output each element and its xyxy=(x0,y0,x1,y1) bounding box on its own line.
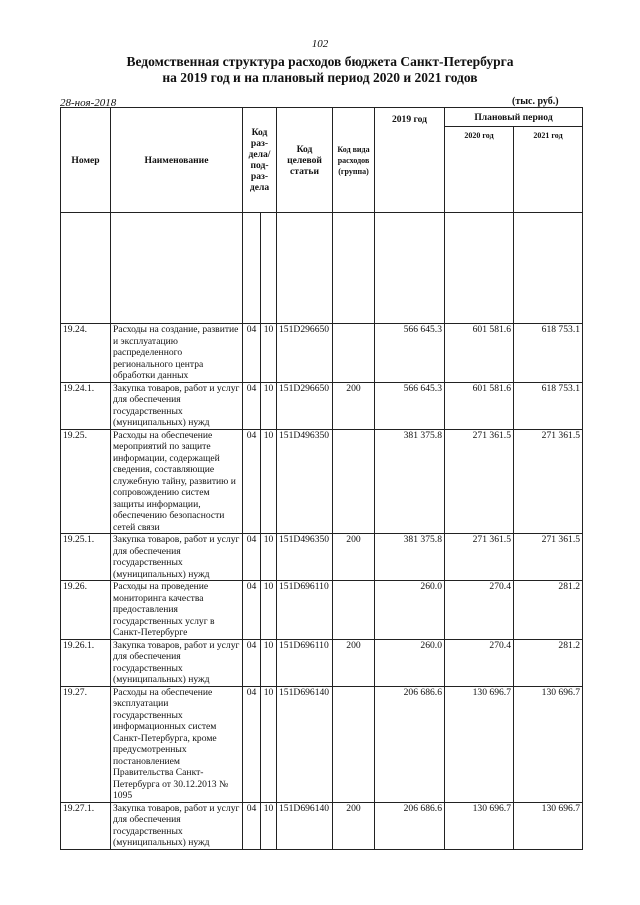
cell-expense-type: 200 xyxy=(333,639,375,686)
cell-subsection: 10 xyxy=(261,802,277,849)
table-row xyxy=(61,639,583,686)
cell-2020: 601 581.6 xyxy=(445,382,514,429)
cell-subsection: 10 xyxy=(261,429,277,534)
units-label: (тыс. руб.) xyxy=(512,96,559,107)
document-date: 28-ноя-2018 xyxy=(60,97,117,109)
cell-subsection: 10 xyxy=(261,324,277,383)
header-year-2021: 2021 год xyxy=(514,127,583,213)
cell-subsection: 10 xyxy=(261,382,277,429)
cell-2020: 270.4 xyxy=(445,581,514,640)
cell-name: Закупка товаров, работ и услуг для обеспечения государственных (муниципальных) нужд xyxy=(111,802,243,849)
cell-expense-type xyxy=(333,324,375,383)
header-expense-type-code: Код вида расходов (группа) xyxy=(333,108,375,213)
cell-name: Расходы на создание, развитие и эксплуатацию распределенного регионального центра обработки данных xyxy=(111,324,243,383)
cell-number: 19.27.1. xyxy=(61,802,111,849)
cell-name: Расходы на обеспечение эксплуатации государственных информационных систем Санкт-Петербурга, кроме предусмотренных постановлением Правительства Санкт-Петербурга от 30.12.2013 № 1095 xyxy=(111,686,243,802)
title-line-2: на 2019 год и на плановый период 2020 и 2021 годов xyxy=(162,70,478,85)
cell-2020: 270.4 xyxy=(445,639,514,686)
cell-section: 04 xyxy=(243,802,261,849)
cell-name: Закупка товаров, работ и услуг для обеспечения государственных (муниципальных) нужд xyxy=(111,382,243,429)
cell-2021: 271 361.5 xyxy=(514,429,583,534)
cell-2019: 566 645.3 xyxy=(375,382,445,429)
cell-2021: 130 696.7 xyxy=(514,802,583,849)
cell-2020: 601 581.6 xyxy=(445,324,514,383)
cell-section: 04 xyxy=(243,429,261,534)
cell-2021: 271 361.5 xyxy=(514,534,583,581)
cell-2019: 206 686.6 xyxy=(375,802,445,849)
cell-target: 151D696140 xyxy=(277,802,333,849)
cell-2021: 618 753.1 xyxy=(514,382,583,429)
cell-name: Закупка товаров, работ и услуг для обеспечения государственных (муниципальных) нужд xyxy=(111,639,243,686)
cell-section: 04 xyxy=(243,686,261,802)
header-year-2020: 2020 год xyxy=(445,127,514,213)
cell-number: 19.24.1. xyxy=(61,382,111,429)
header-name: Наименование xyxy=(111,108,243,213)
cell-2019: 381 375.8 xyxy=(375,534,445,581)
cell-2019: 206 686.6 xyxy=(375,686,445,802)
title-line-1: Ведомственная структура расходов бюджета Санкт-Петербурга xyxy=(126,54,514,69)
header-row xyxy=(61,108,583,127)
table-row xyxy=(61,534,583,581)
cell-2019: 566 645.3 xyxy=(375,324,445,383)
header-year-2019: 2019 год xyxy=(375,108,445,213)
table-row xyxy=(61,382,583,429)
cell-subsection: 10 xyxy=(261,686,277,802)
table-row xyxy=(61,324,583,383)
cell-name: Расходы на обеспечение мероприятий по защите информации, содержащей сведения, составляющие служебную тайну, развитию и сопровождению систем защиты информации, обеспечению безопасности сетей связи xyxy=(111,429,243,534)
cell-expense-type: 200 xyxy=(333,802,375,849)
cell-target: 151D496350 xyxy=(277,534,333,581)
cell-expense-type xyxy=(333,429,375,534)
cell-subsection: 10 xyxy=(261,534,277,581)
cell-expense-type: 200 xyxy=(333,534,375,581)
cell-target: 151D696110 xyxy=(277,639,333,686)
table-row xyxy=(61,581,583,640)
cell-number: 19.26.1. xyxy=(61,639,111,686)
cell-name: Расходы на проведение мониторинга качества предоставления государственных услуг в Санкт-Петербурге xyxy=(111,581,243,640)
cell-expense-type xyxy=(333,581,375,640)
cell-subsection: 10 xyxy=(261,581,277,640)
cell-target: 151D296650 xyxy=(277,324,333,383)
cell-2020: 271 361.5 xyxy=(445,429,514,534)
cell-section: 04 xyxy=(243,382,261,429)
cell-2019: 260.0 xyxy=(375,581,445,640)
cell-subsection: 10 xyxy=(261,639,277,686)
cell-name: Закупка товаров, работ и услуг для обеспечения государственных (муниципальных) нужд xyxy=(111,534,243,581)
blank-row xyxy=(61,213,583,324)
budget-table xyxy=(60,107,583,850)
cell-2019: 381 375.8 xyxy=(375,429,445,534)
document-title xyxy=(60,54,580,86)
cell-2020: 130 696.7 xyxy=(445,802,514,849)
cell-2021: 281.2 xyxy=(514,581,583,640)
cell-section: 04 xyxy=(243,324,261,383)
cell-section: 04 xyxy=(243,534,261,581)
cell-2020: 130 696.7 xyxy=(445,686,514,802)
cell-number: 19.26. xyxy=(61,581,111,640)
header-planned-period: Плановый период xyxy=(445,108,583,127)
cell-target: 151D696140 xyxy=(277,686,333,802)
cell-2020: 271 361.5 xyxy=(445,534,514,581)
cell-2021: 130 696.7 xyxy=(514,686,583,802)
table-row xyxy=(61,686,583,802)
cell-number: 19.25. xyxy=(61,429,111,534)
cell-expense-type: 200 xyxy=(333,382,375,429)
cell-number: 19.27. xyxy=(61,686,111,802)
table-row xyxy=(61,802,583,849)
cell-2021: 618 753.1 xyxy=(514,324,583,383)
cell-target: 151D696110 xyxy=(277,581,333,640)
cell-2019: 260.0 xyxy=(375,639,445,686)
table-row xyxy=(61,429,583,534)
header-target-code: Код целевой статьи xyxy=(277,108,333,213)
page-number: 102 xyxy=(311,38,329,50)
cell-section: 04 xyxy=(243,581,261,640)
cell-2021: 281.2 xyxy=(514,639,583,686)
cell-number: 19.24. xyxy=(61,324,111,383)
header-section-code: Код раз-дела/под-раз-дела xyxy=(243,108,277,213)
cell-section: 04 xyxy=(243,639,261,686)
cell-expense-type xyxy=(333,686,375,802)
header-number: Номер xyxy=(61,108,111,213)
cell-number: 19.25.1. xyxy=(61,534,111,581)
cell-target: 151D296650 xyxy=(277,382,333,429)
cell-target: 151D496350 xyxy=(277,429,333,534)
